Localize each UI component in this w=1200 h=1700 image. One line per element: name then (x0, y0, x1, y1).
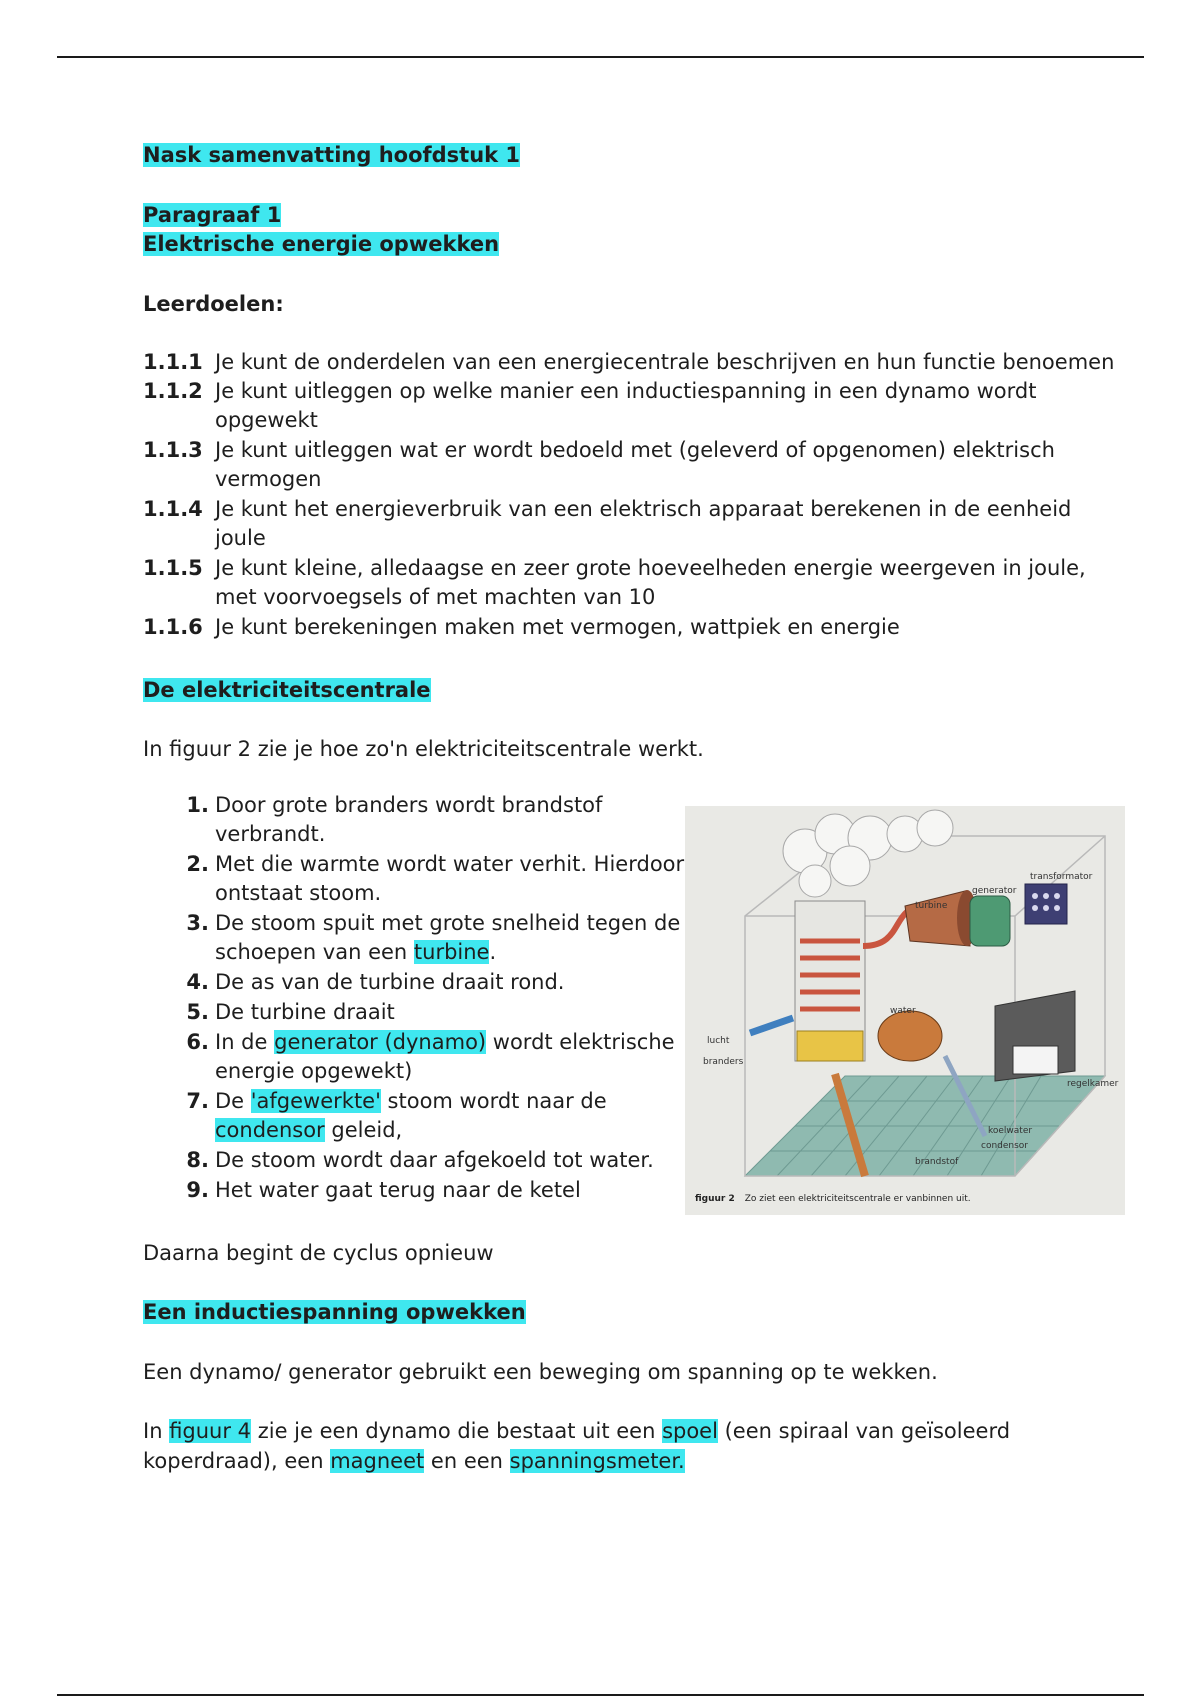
term-spoel: spoel (662, 1419, 718, 1443)
term-turbine: turbine (413, 940, 490, 964)
objectives-heading: Leerdoelen: (143, 292, 284, 316)
condensor (878, 1011, 942, 1061)
label-koelwater: koelwater (988, 1126, 1033, 1136)
section-heading-inductie: Een inductiespanning opwekken (143, 1300, 526, 1324)
generator (970, 896, 1010, 946)
term-afgewerkte: 'afgewerkte' (250, 1089, 381, 1113)
footer-rule (57, 1694, 1144, 1696)
term-spanningsmeter: spanningsmeter. (509, 1449, 685, 1473)
paragraph-label: Paragraaf 1 (143, 203, 282, 227)
header-rule (57, 56, 1144, 58)
term-generator: generator (dynamo) (274, 1030, 487, 1054)
label-lucht: lucht (707, 1036, 730, 1046)
label-condensor: condensor (981, 1141, 1029, 1151)
section-heading-centrale: De elektriciteitscentrale (143, 678, 431, 702)
section2-paragraph-2-line2: koperdraad), een magneet en een spanningsmeter. (143, 1449, 685, 1473)
term-condensor: condensor (215, 1118, 325, 1142)
air-inlet-arrow (750, 1018, 793, 1033)
section2-paragraph-2-line1: In figuur 4 zie je een dynamo die bestaat uit een spoel (een spiraal van geïsoleerd (143, 1419, 1011, 1443)
label-water: water (890, 1006, 916, 1016)
smoke-cloud (783, 810, 953, 897)
control-room-floor (1013, 1046, 1058, 1074)
label-regelkamer: regelkamer (1067, 1079, 1119, 1089)
label-generator: generator (972, 886, 1017, 896)
power-plant-figure (685, 806, 1125, 1215)
label-branders: branders (703, 1057, 744, 1067)
document-title: Nask samenvatting hoofdstuk 1 (143, 143, 521, 167)
burners (797, 1031, 863, 1061)
term-figuur-4: figuur 4 (169, 1419, 252, 1443)
figure-caption: figuur 2 Zo ziet een elektriciteitscentrale er vanbinnen uit. (695, 1194, 971, 1204)
transformator (1025, 884, 1067, 924)
section2-paragraph-1: Een dynamo/ generator gebruikt een beweging om spanning op te wekken. (143, 1360, 938, 1384)
label-turbine: turbine (915, 901, 948, 911)
section-intro: In figuur 2 zie je hoe zo'n elektriciteitscentrale werkt. (143, 737, 704, 761)
label-brandstof: brandstof (915, 1157, 959, 1167)
label-transformator: transformator (1030, 872, 1093, 882)
term-magneet: magneet (330, 1449, 425, 1473)
power-plant-illustration (685, 806, 1125, 1215)
paragraph-title: Elektrische energie opwekken (143, 232, 500, 256)
section-outro: Daarna begint de cyclus opnieuw (143, 1241, 494, 1265)
